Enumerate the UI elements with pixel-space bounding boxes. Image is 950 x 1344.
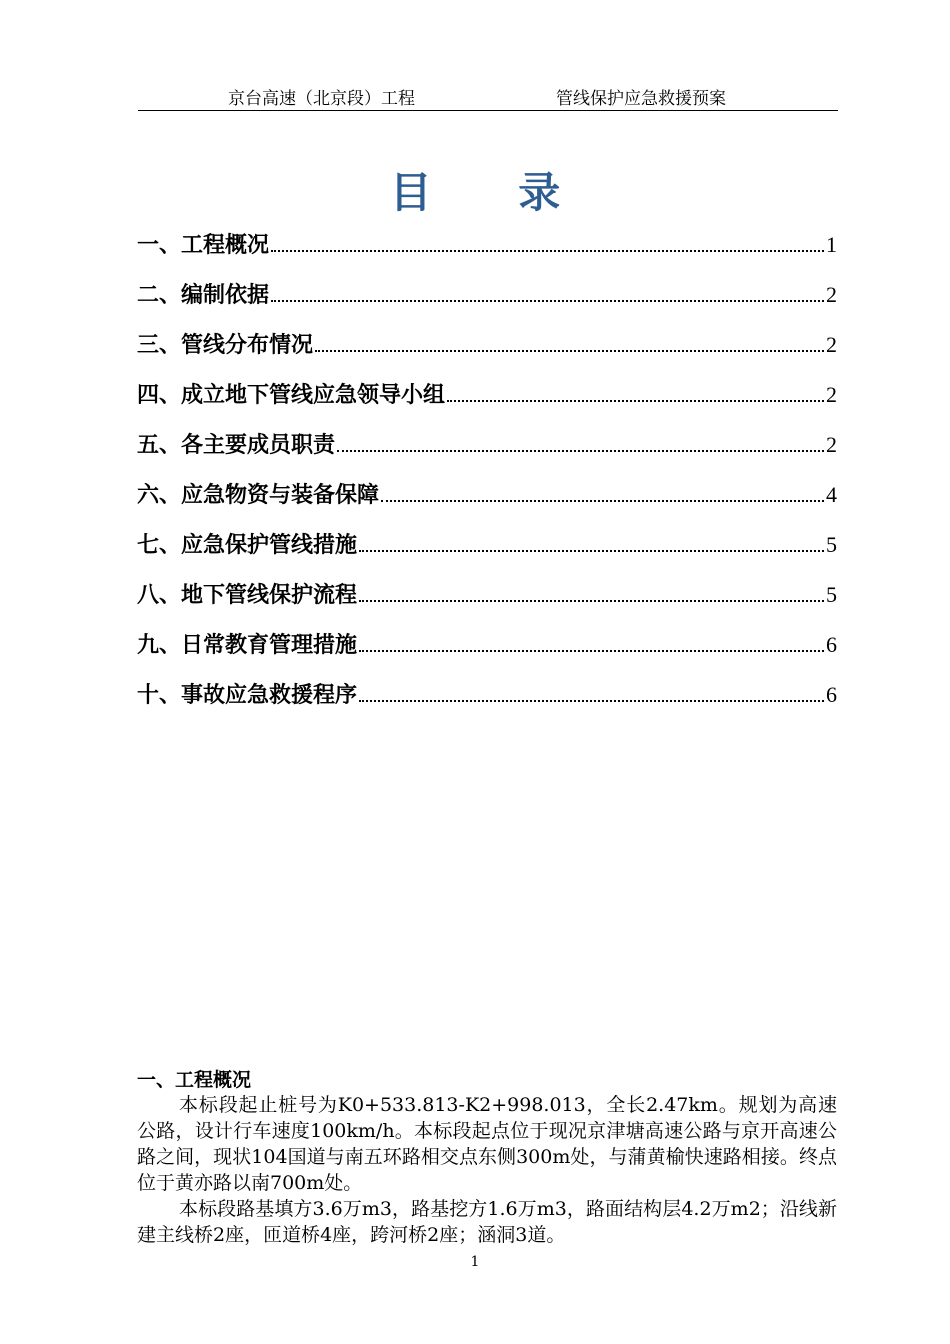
header-document-title: 管线保护应急救援预案 bbox=[556, 89, 726, 109]
toc-leader-dots bbox=[315, 349, 824, 352]
toc-leader-dots bbox=[271, 299, 824, 302]
toc-entry-page: 2 bbox=[826, 382, 837, 407]
toc-entry-label: 九、日常教育管理措施 bbox=[137, 633, 358, 658]
toc-title: 目 录 bbox=[389, 168, 597, 217]
section-paragraph: 本标段起止桩号为K0+533.813-K2+998.013，全长2.47km。规划为高速公路，设计行车速度100km/h。本标段起点位于现况京津塘高速公路与京开高速公路之间，现状104国道与南五环路相交点东侧300m处，与蒲黄榆快速路相接。终点位于黄亦路以南700m处。 bbox=[137, 1094, 837, 1194]
toc-entry[interactable] bbox=[137, 378, 837, 428]
toc-entry[interactable] bbox=[137, 528, 837, 578]
toc-entry-label: 二、编制依据 bbox=[137, 283, 270, 308]
toc-leader-dots bbox=[447, 399, 824, 402]
toc-leader-dots bbox=[359, 649, 824, 652]
toc-entry-page: 6 bbox=[826, 682, 837, 707]
toc-entry[interactable] bbox=[137, 678, 837, 728]
toc-entry[interactable] bbox=[137, 628, 837, 678]
toc-entry-page: 1 bbox=[826, 232, 837, 257]
toc-entry[interactable] bbox=[137, 478, 837, 528]
page-number: 1 bbox=[470, 1254, 480, 1270]
section-project-overview bbox=[137, 1068, 837, 1248]
toc-entry[interactable] bbox=[137, 278, 837, 328]
toc-entry-label: 八、地下管线保护流程 bbox=[137, 583, 358, 608]
toc-entry-label: 七、应急保护管线措施 bbox=[137, 533, 358, 558]
toc-leader-dots bbox=[381, 499, 824, 502]
toc-entry-page: 2 bbox=[826, 282, 837, 307]
table-of-contents bbox=[137, 228, 837, 728]
toc-entry[interactable] bbox=[137, 328, 837, 378]
toc-entry[interactable] bbox=[137, 578, 837, 628]
toc-leader-dots bbox=[359, 599, 824, 602]
toc-leader-dots bbox=[359, 549, 824, 552]
toc-entry-page: 2 bbox=[826, 332, 837, 357]
toc-leader-dots bbox=[359, 699, 824, 702]
toc-entry-label: 六、应急物资与装备保障 bbox=[137, 483, 380, 508]
toc-entry[interactable] bbox=[137, 228, 837, 278]
header-project-title: 京台高速（北京段）工程 bbox=[228, 89, 415, 109]
toc-entry-page: 5 bbox=[826, 532, 837, 557]
toc-entry-label: 四、成立地下管线应急领导小组 bbox=[137, 383, 446, 408]
toc-leader-dots bbox=[271, 249, 824, 252]
section-paragraph: 本标段路基填方3.6万m3，路基挖方1.6万m3，路面结构层4.2万m2；沿线新建主线桥2座，匝道桥4座，跨河桥2座；涵洞3道。 bbox=[137, 1198, 837, 1246]
toc-entry-label: 五、各主要成员职责 bbox=[137, 433, 336, 458]
toc-entry-label: 十、事故应急救援程序 bbox=[137, 683, 358, 708]
page-header bbox=[138, 84, 838, 111]
section-heading: 一、工程概况 bbox=[137, 1069, 252, 1091]
toc-entry-page: 5 bbox=[826, 582, 837, 607]
toc-leader-dots bbox=[337, 449, 824, 452]
toc-entry-label: 三、管线分布情况 bbox=[137, 333, 314, 358]
toc-entry[interactable] bbox=[137, 428, 837, 478]
toc-entry-label: 一、工程概况 bbox=[137, 233, 270, 258]
toc-entry-page: 2 bbox=[826, 432, 837, 457]
toc-entry-page: 4 bbox=[826, 482, 837, 507]
toc-entry-page: 6 bbox=[826, 632, 837, 657]
